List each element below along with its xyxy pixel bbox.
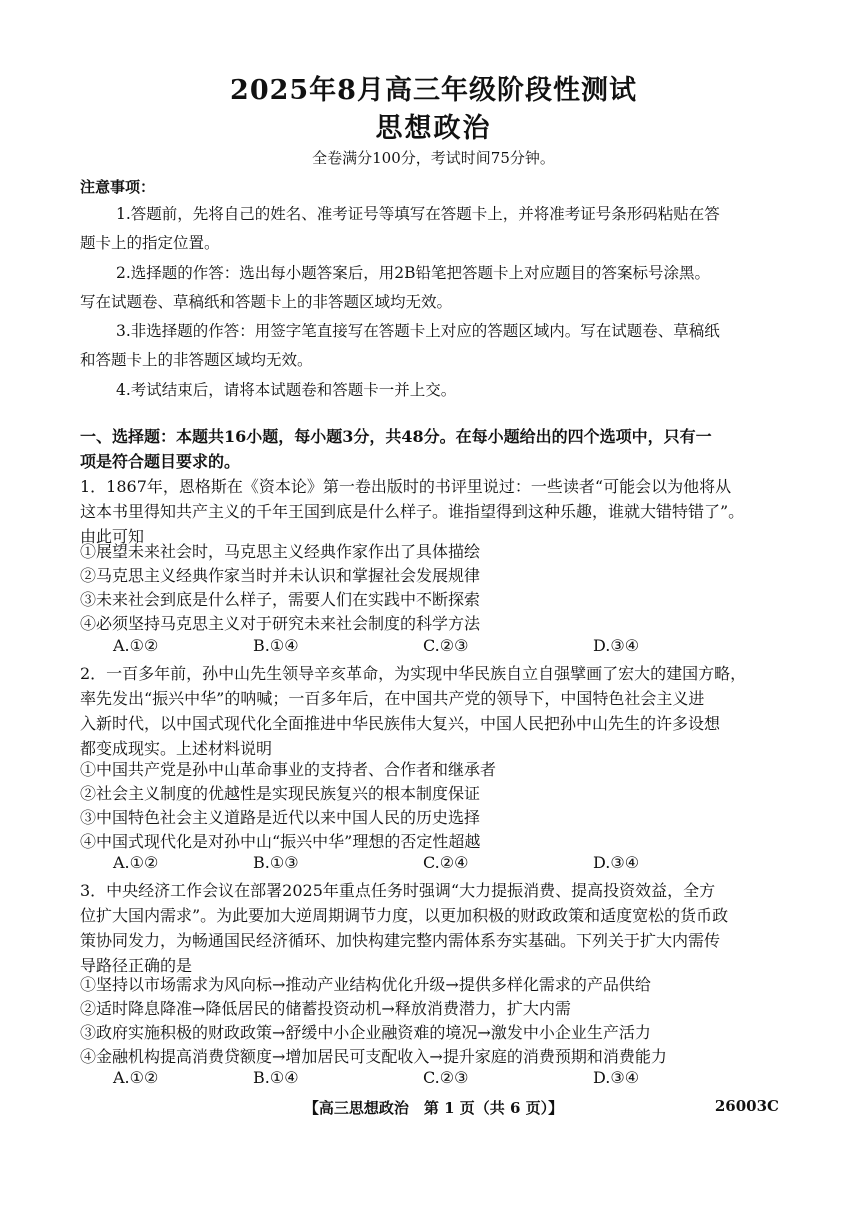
choice-c: C.②③ bbox=[423, 1068, 469, 1087]
exam-info: 全卷满分100分，考试时间75分钟。 bbox=[312, 149, 555, 167]
notice-item-1: 1.答题前，先将自己的姓名、准考证号等填写在答题卡上，并将准考证号条形码粘贴在答 题卡上的指定位置。 bbox=[80, 205, 720, 252]
choice-b: B.①④ bbox=[253, 636, 299, 655]
choice-b: B.①④ bbox=[253, 1068, 299, 1087]
choice-d: D.③④ bbox=[593, 636, 640, 655]
choice-c: C.②④ bbox=[423, 853, 469, 872]
question-2-choices bbox=[113, 853, 753, 877]
question-3-choices bbox=[113, 1068, 753, 1092]
question-1-option: ④必须坚持马克思主义对于研究未来社会制度的科学方法 bbox=[80, 614, 481, 633]
question-2-option: ②社会主义制度的优越性是实现民族复兴的根本制度保证 bbox=[80, 784, 481, 803]
question-3-option: ④金融机构提高消费贷额度→增加居民可支配收入→提升家庭的消费预期和消费能力 bbox=[80, 1047, 667, 1066]
notice-item-2: 2.选择题的作答：选出每小题答案后，用2B铅笔把答题卡上对应题目的答案标号涂黑。 写在试题卷、草稿纸和答题卡上的非答题区域均无效。 bbox=[80, 264, 711, 311]
subject-title: 思想政治 bbox=[375, 113, 492, 144]
notice-heading: 注意事项： bbox=[80, 178, 156, 196]
section-heading: 一、选择题：本题共16小题，每小题3分，共48分。在每小题给出的四个选项中，只有一 项是符合题目要求的。 bbox=[80, 427, 712, 471]
question-1-stem: 1．1867年，恩格斯在《资本论》第一卷出版时的书评里说过：一些读者“可能会以为他将从 这本书里得知共产主义的千年王国到底是什么样子。谁指望得到这种乐趣，谁就大错特错了”。 由此可知 bbox=[80, 477, 745, 546]
question-2-option: ④中国式现代化是对孙中山“振兴中华”理想的否定性超越 bbox=[80, 832, 481, 851]
page-footer: 【高三思想政治 第 1 页（共 6 页）】 bbox=[303, 1099, 564, 1117]
question-2-option: ③中国特色社会主义道路是近代以来中国人民的历史选择 bbox=[80, 808, 481, 827]
question-3-option: ①坚持以市场需求为风向标→推动产业结构优化升级→提供多样化需求的产品供给 bbox=[80, 975, 651, 994]
question-1-option: ①展望未来社会时，马克思主义经典作家作出了具体描绘 bbox=[80, 542, 481, 561]
question-1-option: ②马克思主义经典作家当时并未认识和掌握社会发展规律 bbox=[80, 566, 481, 585]
notice-item-3: 3.非选择题的作答：用签字笔直接写在答题卡上对应的答题区域内。写在试题卷、草稿纸 和答题卡上的非答题区域均无效。 bbox=[80, 322, 720, 369]
question-3-option: ③政府实施积极的财政政策→舒缓中小企业融资难的境况→激发中小企业生产活力 bbox=[80, 1023, 651, 1042]
choice-c: C.②③ bbox=[423, 636, 469, 655]
question-3-stem: 3．中央经济工作会议在部署2025年重点任务时强调“大力提振消费、提高投资效益，全方 位扩大国内需求”。为此要加大逆周期调节力度，以更加积极的财政政策和适度宽松的货币政 策协同发力，为畅通国民经济循环、加快构建完整内需体系夯实基础。下列关于扩大内需传 导路径正确的是 bbox=[80, 881, 729, 975]
notice-item-4: 4.考试结束后，请将本试题卷和答题卡一并上交。 bbox=[116, 381, 457, 399]
question-1-option: ③未来社会到底是什么样子，需要人们在实践中不断探索 bbox=[80, 590, 481, 609]
choice-a: A.①② bbox=[113, 1068, 159, 1087]
question-3-option: ②适时降息降准→降低居民的储蓄投资动机→释放消费潜力，扩大内需 bbox=[80, 999, 571, 1018]
choice-d: D.③④ bbox=[593, 1068, 640, 1087]
exam-code: 26003C bbox=[714, 1097, 779, 1115]
question-1-choices bbox=[113, 636, 753, 660]
choice-a: A.①② bbox=[113, 636, 159, 655]
choice-b: B.①③ bbox=[253, 853, 299, 872]
choice-a: A.①② bbox=[113, 853, 159, 872]
question-2-stem: 2．一百多年前，孙中山先生领导辛亥革命，为实现中华民族自立自强擘画了宏大的建国方略， 率先发出“振兴中华”的呐喊；一百多年后，在中国共产党的领导下，中国特色社会主义进 入新时代，以中国式现代化全面推进中华民族伟大复兴，中国人民把孙中山先生的许多设想 都变成现实。上述材料说明 bbox=[80, 664, 747, 758]
choice-d: D.③④ bbox=[593, 853, 640, 872]
question-2-option: ①中国共产党是孙中山革命事业的支持者、合作者和继承者 bbox=[80, 760, 497, 779]
exam-title: 2025年8月高三年级阶段性测试 bbox=[230, 75, 637, 106]
